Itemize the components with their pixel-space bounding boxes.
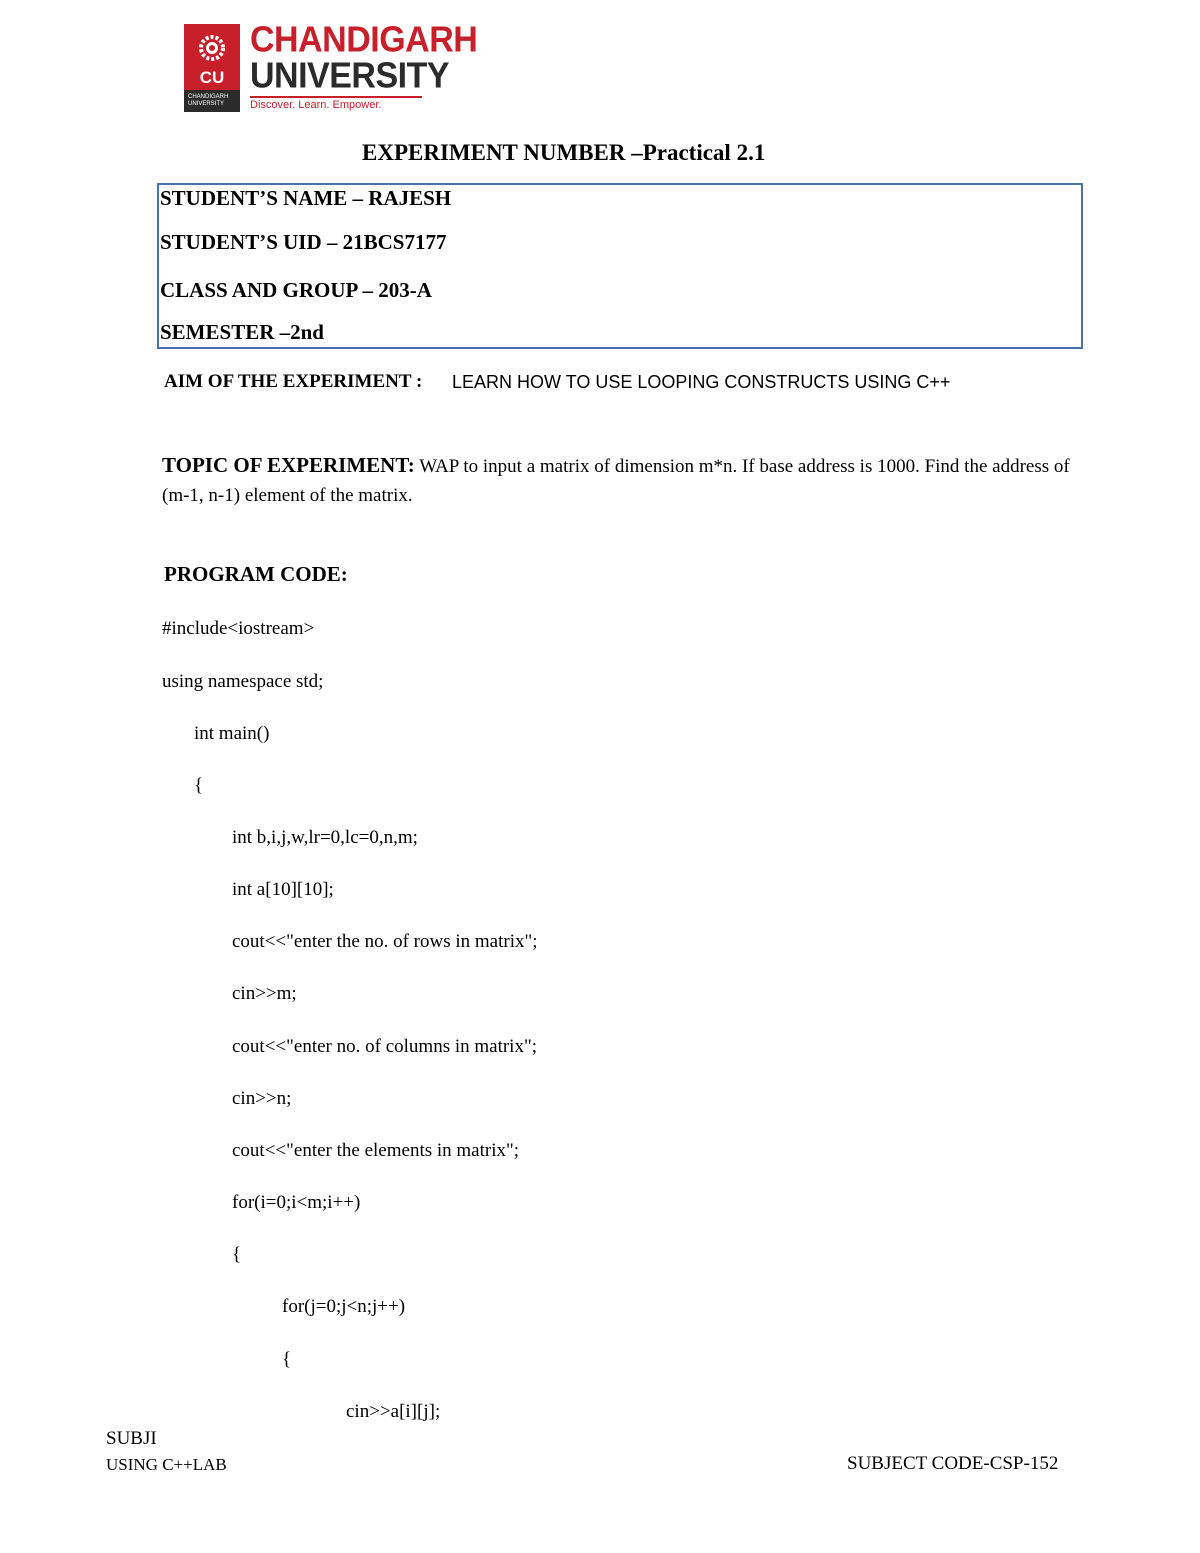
code-line: {	[282, 1349, 292, 1370]
class-group: CLASS AND GROUP – 203-A	[160, 278, 432, 302]
university-logo-emblem	[184, 24, 240, 112]
logo-caption-strip	[184, 90, 240, 112]
code-line: using namespace std;	[162, 671, 324, 692]
code-line: int main()	[194, 723, 270, 744]
program-code-label: PROGRAM CODE:	[164, 562, 348, 586]
experiment-title: EXPERIMENT NUMBER –Practical 2.1	[362, 140, 766, 165]
footer-subject-truncated: SUBJI	[106, 1428, 157, 1449]
code-line: cin>>m;	[232, 983, 297, 1004]
student-uid: STUDENT’S UID – 21BCS7177	[160, 230, 447, 254]
student-name: STUDENT’S NAME – RAJESH	[160, 186, 452, 210]
logo-tagline: Discover. Learn. Empower.	[250, 99, 382, 111]
footer-subject-name: USING C++LAB	[106, 1455, 227, 1474]
code-line: for(i=0;i<m;i++)	[232, 1192, 361, 1213]
logo-wordmark-line1: CHANDIGARH	[250, 20, 478, 60]
code-line: {	[194, 775, 204, 796]
code-line: int a[10][10];	[232, 879, 334, 900]
logo-wordmark-line2: UNIVERSITY	[250, 56, 450, 96]
semester: SEMESTER –2nd	[160, 320, 324, 344]
topic-paragraph	[162, 451, 1082, 510]
code-line: #include<iostream>	[162, 618, 315, 639]
code-line: int b,i,j,w,lr=0,lc=0,n,m;	[232, 827, 418, 848]
code-line: cout<<"enter the no. of rows in matrix";	[232, 931, 538, 952]
logo-divider	[250, 96, 422, 98]
logo-cu-text: CU	[199, 68, 225, 87]
topic-label: TOPIC OF EXPERIMENT:	[162, 453, 415, 477]
code-line: cout<<"enter no. of columns in matrix";	[232, 1036, 537, 1057]
code-line: cin>>n;	[232, 1088, 292, 1109]
code-line: cin>>a[i][j];	[346, 1401, 441, 1422]
logo-caption: CHANDIGARH UNIVERSITY	[188, 94, 229, 107]
code-line: for(j=0;j<n;j++)	[282, 1296, 406, 1317]
code-line: cout<<"enter the elements in matrix";	[232, 1140, 520, 1161]
code-line: {	[232, 1244, 242, 1265]
aim-label: AIM OF THE EXPERIMENT :	[164, 371, 423, 392]
gear-emblem-icon	[192, 28, 232, 68]
topic-text: WAP to input a matrix of dimension m*n. If base address is 1000. Find the address of (m-1, n-1) element of the matrix.	[162, 456, 1070, 506]
footer-subject-code: SUBJECT CODE-CSP-152	[847, 1453, 1059, 1474]
aim-text: LEARN HOW TO USE LOOPING CONSTRUCTS USING C++	[452, 372, 951, 392]
